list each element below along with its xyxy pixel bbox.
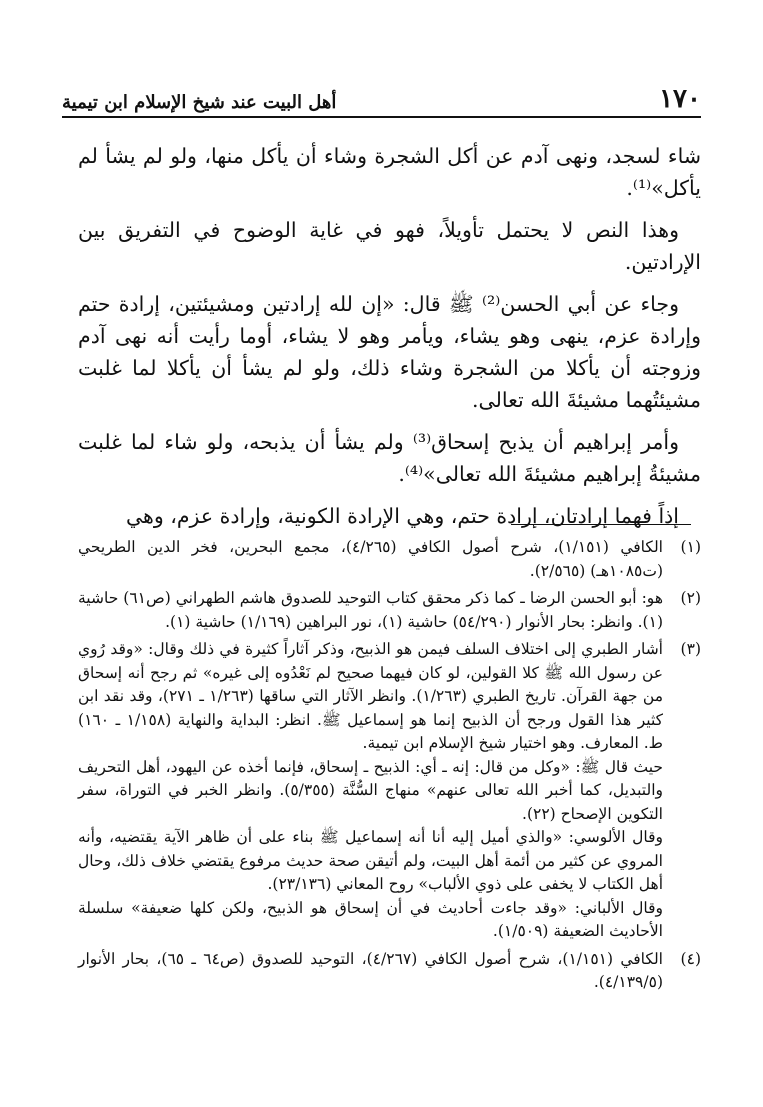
- footnote-divider: [511, 524, 691, 525]
- footnote: [78, 948, 701, 995]
- footnote-number: (٤): [680, 949, 701, 968]
- footnote-number: (٣): [680, 640, 701, 658]
- paragraph: وجاء عن أبي الحسن⁽²⁾ ﷺ قال: «إن لله إرادتين ومشيئتين، إرادة حتم وإرادة عزم، ينهى وهو يشاء، ويأمر وهو لا يشاء، أوما رأيت أنه نهى آدم وزوجته أن يأكلا من الشجرة وشاء ذلك، ولو لم يشأ أن يأكلا لما غلبت مشيئتُهما مشيئةَ الله تعالى.: [78, 292, 701, 412]
- paragraph: إذاً فهما إرادتان، إرادة حتم، وهي الإرادة الكونية، وإرادة عزم، وهي: [125, 504, 679, 528]
- footnote-text: وقال الألوسي: «والذي أميل إليه أنا أنه إسماعيل ﷺ بناء على أن ظاهر الآية يقتضيه، وأنه المروي عن كثير من أئمة أهل البيت، ولم أتيقن صحة حديث مرفوع يقتضي خلاف ذلك، وحال أهل الكتاب لا يخفى على ذوي الألباب» روح المعاني (٢٣/١٣٦).: [78, 828, 663, 893]
- footnote-text: حيث قال ﷺ: «وكل من قال: إنه ـ أي: الذبيح ـ إسحاق، فإنما أخذه عن اليهود، أهل التحريف والتبديل، كما أخبر الله تعالى عنهم» منهاج السُّنَّة (٥/٣٥٥). وانظر الخبر في التوراة، سفر التكوين الإصحاح (٢٢).: [78, 757, 663, 823]
- footnote-text: أشار الطبري إلى اختلاف السلف فيمن هو الذبيح، وذكر آثاراً كثيرة في ذلك وقال: «وقد رُوي عن رسول الله ﷺ كلا القولين، لو كان فيهما صحيح لم نَعْدُوه إلى غيره» ثم رجح أنه إسحاق من جهة القرآن. تاريخ الطبري (١/٢٦٣). وانظر الآثار التي ساقها (١/٢٦٣ ـ ٢٧١)، وقد نقد ابن كثير هذا القول ورجح أن الذبيح إنما هو إسماعيل ﷺ. انظر: البداية والنهاية (١/١٥٨ ـ ١٦٠) ط. المعارف. وهو اختيار شيخ الإسلام ابن تيمية.: [78, 640, 664, 752]
- footnote-text: هو: أبو الحسن الرضا ـ كما ذكر محقق كتاب التوحيد للصدوق هاشم الطهراني (ص٦١) حاشية (١). وانظر: بحار الأنوار (٥٤/٢٩٠) حاشية (١)، نور البراهين (١/١٦٩) حاشية (١).: [78, 589, 663, 631]
- paragraph: شاء لسجد، ونهى آدم عن أكل الشجرة وشاء أن يأكل منها، ولو لم يشأ لم يأكل»⁽¹⁾.: [78, 144, 701, 200]
- page-number: ١٧٠: [659, 84, 701, 114]
- footnote-text: وقال الألباني: «وقد جاءت أحاديث في أن إسحاق هو الذبيح، ولكن كلها ضعيفة» سلسلة الأحاديث الضعيفة (١/٥٠٩).: [78, 898, 663, 940]
- main-text: [78, 140, 701, 542]
- footnote-number: (١): [680, 538, 701, 556]
- paragraph: وهذا النص لا يحتمل تأويلاً، فهو في غاية الوضوح في التفريق بين الإرادتين.: [78, 218, 701, 274]
- footnote: [78, 536, 701, 583]
- running-title: أهل البيت عند شيخ الإسلام ابن تيمية: [62, 92, 337, 113]
- page-header: [62, 70, 701, 118]
- footnote-number: (٢): [680, 589, 701, 607]
- footnote: [78, 638, 701, 944]
- footnote-text: الكافي (١/١٥١)، شرح أصول الكافي (٤/٢٦٧)، التوحيد للصدوق (ص٦٤ ـ ٦٥)، بحار الأنوار (٤/١٣٩/٥).: [78, 949, 663, 991]
- paragraph: وأمر إبراهيم أن يذبح إسحاق⁽³⁾ ولم يشأ أن يذبحه، ولو شاء لما غلبت مشيئةُ إبراهيم مشيئةَ الله تعالى»⁽⁴⁾.: [78, 430, 701, 486]
- footnote-text: الكافي (١/١٥١)، شرح أصول الكافي (٤/٢٦٥)، مجمع البحرين، فخر الدين الطريحي (ت١٠٨٥هـ) (٢/٥٦٥).: [78, 538, 663, 580]
- footnote: [78, 587, 701, 634]
- footnotes: [78, 536, 701, 999]
